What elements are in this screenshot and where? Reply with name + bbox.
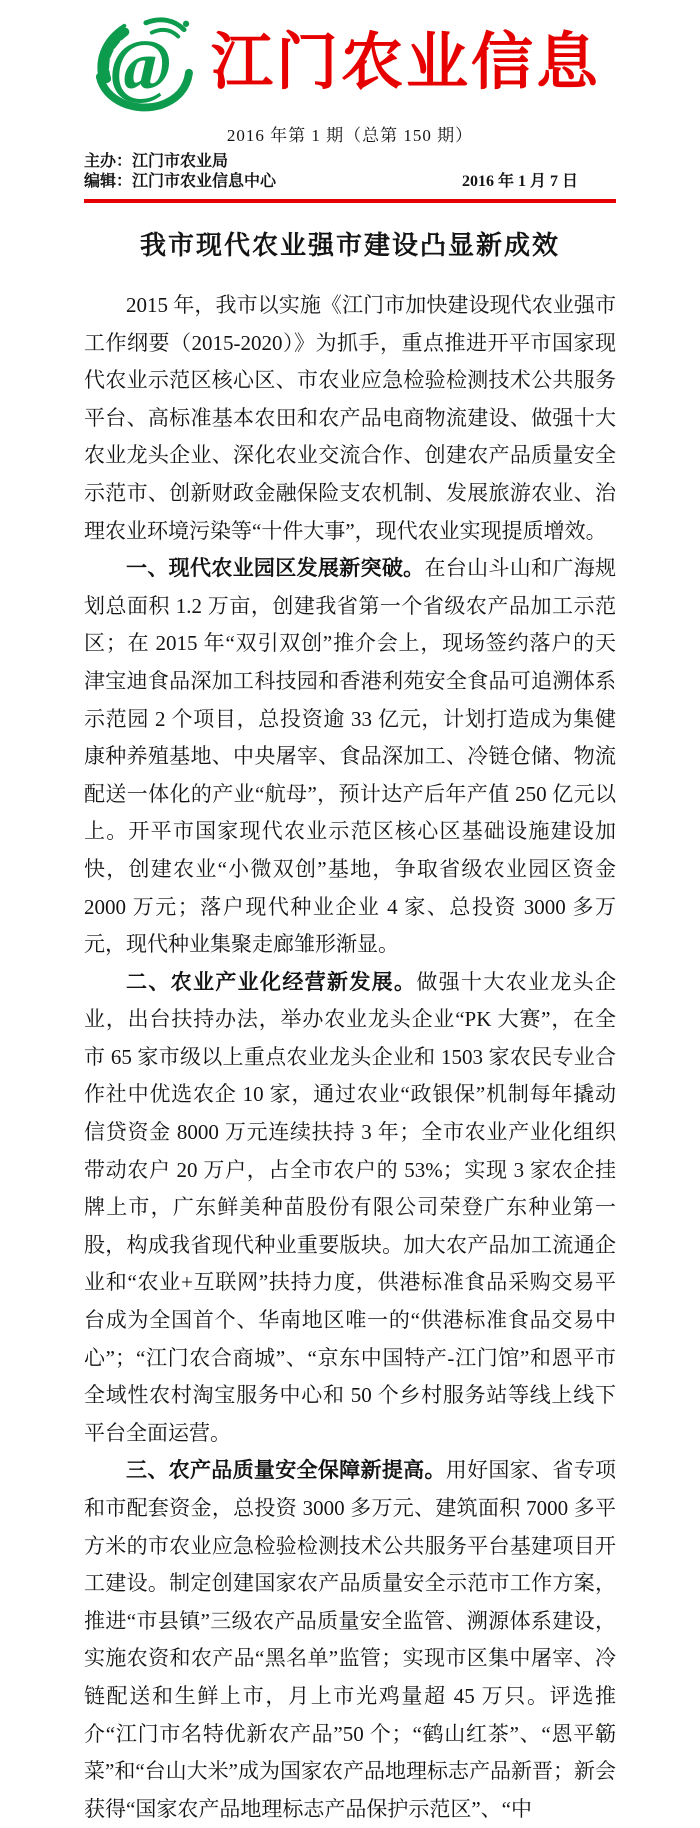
bulletin-title: 江门农业信息: [210, 29, 601, 97]
article-paragraph: [84, 550, 616, 964]
paragraph-text: 2015 年，我市以实施《江门市加快建设现代农业强市工作纲要（2015-2020）》为抓手，重点推进开平市国家现代农业示范区核心区、市农业应急检验检测技术公共服务平台、高标准基本农田和农产品电商物流建设、做强十大农业龙头企业、深化农业交流合作、创建农产品质量安全示范市、创新财政金融保险支农机制、发展旅游农业、治理农业环境污染等“十件大事”，现代农业实现提质增效。: [84, 293, 616, 543]
paragraph-text: 在台山斗山和广海规划总面积 1.2 万亩，创建我省第一个省级农产品加工示范区；在 2015 年“双引双创”推介会上，现场签约落户的天津宝迪食品深加工科技园和香港利苑安全食品可追溯体系示范园 2 个项目，总投资逾 33 亿元，计划打造成为集健康种养殖基地、中央屠宰、食品深加工、冷链仓储、物流配送一体化的产业“航母”，预计达产后年产值 250 亿元以上。开平市国家现代农业示范区核心区基础设施建设加快，创建农业“小微双创”基地，争取省级农业园区资金 2000 万元；落户现代种业企业 4 家、总投资 3000 多万元，现代种业集聚走廊雏形渐显。: [84, 556, 617, 957]
publication-date: 2016 年 1 月 7 日: [461, 173, 578, 190]
masthead: [84, 14, 616, 112]
header-rule: [84, 199, 616, 203]
bulletin-page: [84, 0, 616, 1828]
editor-label: 编辑：江门市农业信息中心: [84, 173, 277, 190]
publisher-info: [84, 152, 616, 192]
editor-row: [84, 172, 616, 192]
article-body: [84, 287, 616, 1828]
paragraph-text: 做强十大农业龙头企业，出台扶持办法，举办农业龙头企业“PK 大赛”，在全市 65 家市级以上重点农业龙头企业和 1503 家农民专业合作社中优选农企 10 家，通过农业“政银保”机制每年撬动信贷资金 8000 万元连续扶持 3 年；全市农业产业化组织带动农户 20 万户，占全市农户的 53%；实现 3 家农企挂牌上市，广东鲜美种苗股份有限公司荣登广东种业第一股，构成我省现代种业重要版块。加大农产品加工流通企业和“农业+互联网”扶持力度，供港标准食品采购交易平台成为全国首个、华南地区唯一的“供港标准食品交易中心”；“江门农合商城”、“京东中国特产-江门馆”和恩平市全域性农村淘宝服务中心和 50 个乡村服务站等线上线下平台全面运营。: [84, 969, 617, 1445]
wheat-at-logo-icon: [84, 14, 196, 112]
paragraph-text: 用好国家、省专项和市配套资金，总投资 3000 多万元、建筑面积 7000 多平方米的市农业应急检验检测技术公共服务平台基建项目开工建设。制定创建国家农产品质量安全示范市工作方案，推进“市县镇”三级农产品质量安全监管、溯源体系建设，实施农资和农产品“黑名单”监管；实现市区集中屠宰、冷链配送和生鲜上市，月上市光鸡量超 45 万只。评选推介“江门市名特优新农产品”50 个；“鹤山红茶”、“恩平簕菜”和“台山大米”成为国家农产品地理标志产品新晋；新会获得“国家农产品地理标志产品保护示范区”、“中: [84, 1458, 617, 1821]
article-title: 我市现代农业强市建设凸显新成效: [139, 231, 560, 260]
article-paragraph: [84, 287, 616, 550]
article-paragraph: [84, 1452, 616, 1828]
organizer-label: 主办：江门市农业局: [84, 153, 229, 170]
paragraph-lead: 三、农产品质量安全保障新提高。: [126, 1458, 446, 1483]
paragraph-lead: 二、农业产业化经营新发展。: [126, 969, 417, 994]
article-paragraph: [84, 964, 616, 1453]
paragraph-lead: 一、现代农业园区发展新突破。: [126, 556, 425, 581]
issue-line: 2016 年第 1 期（总第 150 期）: [226, 126, 474, 145]
organizer-row: [84, 152, 616, 172]
svg-text:@: @: [110, 24, 171, 106]
